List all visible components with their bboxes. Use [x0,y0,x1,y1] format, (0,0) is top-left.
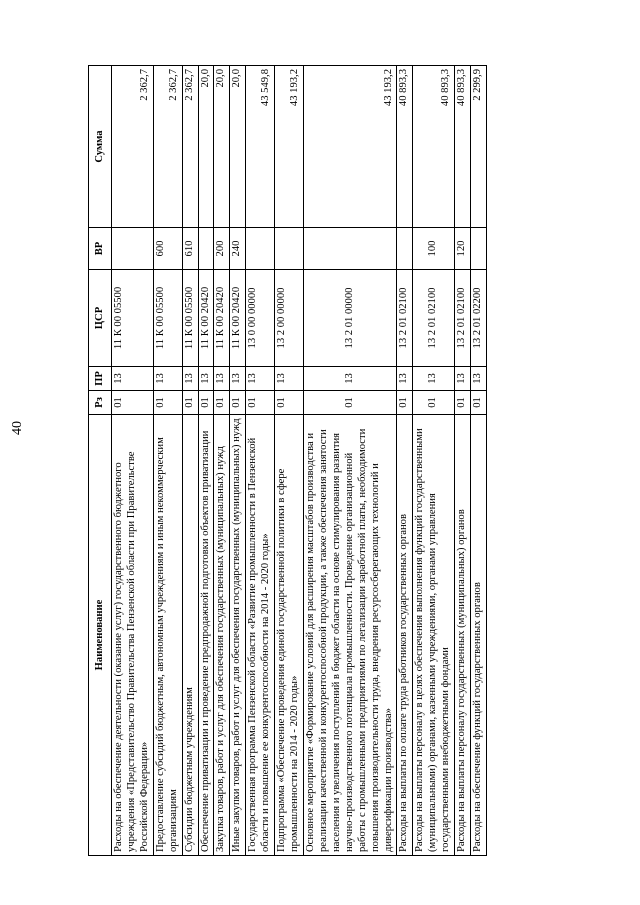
row-vr [471,228,487,270]
row-rz: 01 [246,391,275,415]
row-name: Расходы на выплаты персоналу государственных (муниципальных) органов [455,415,471,856]
row-pr: 13 [230,367,246,391]
row-rz: 01 [230,391,246,415]
table-row [246,66,275,856]
table-row [397,66,413,856]
row-sum: 20,0 [214,66,230,228]
row-name: Основное мероприятие «Формирование условий для расширения масштабов производства и реализации качественной и конкурентоспособной продукции, а также обеспечения занятости населения и увеличения поступлений в бюджет области на основе стимулирования развития научно-производственного потенциала промышленности. Проведение организационной работы с промышленными предприятиями по легализации заработной платы, необходимости повышения производительности труда, внедрения ресурсосберегающих технологий и диверсификации производства» [303,415,396,856]
row-name: Расходы на обеспечение функций государственных органов [471,415,487,856]
table-row [198,66,214,856]
table-row [275,66,304,856]
header-vr: ВР [89,228,112,270]
row-pr: 13 [303,367,396,391]
budget-table-container [88,66,546,856]
row-name: Расходы на обеспечение деятельности (оказание услуг) государственного бюджетного учреждения «Представительство Правительства Пензенской области при Правительстве Российской Федерации» [112,415,154,856]
row-vr [397,228,413,270]
header-name: Наименование [89,415,112,856]
row-name: Расходы на выплаты по оплате труда работников государственных органов [397,415,413,856]
row-pr: 13 [455,367,471,391]
header-csr: ЦСР [89,270,112,367]
row-pr: 13 [112,367,154,391]
table-row [471,66,487,856]
row-vr: 200 [214,228,230,270]
row-sum: 2 362,7 [182,66,198,228]
row-csr: 13 2 01 02200 [471,270,487,367]
row-rz: 01 [397,391,413,415]
row-pr: 13 [198,367,214,391]
table-row [214,66,230,856]
table-row [303,66,396,856]
row-name: Предоставление субсидий бюджетным, автономным учреждениям и иным некоммерческим организациям [153,415,182,856]
row-pr: 13 [471,367,487,391]
header-pr: ПР [89,367,112,391]
row-csr: 11 К 00 20420 [230,270,246,367]
row-vr: 120 [455,228,471,270]
row-rz: 01 [153,391,182,415]
row-sum: 43 549,8 [246,66,275,228]
page-number: 40 [10,421,25,435]
row-sum: 2 299,9 [471,66,487,228]
row-pr: 13 [413,367,455,391]
row-sum: 2 362,7 [112,66,154,228]
row-vr [275,228,304,270]
header-rz: Рз [89,391,112,415]
row-vr: 600 [153,228,182,270]
table-header-row [89,66,112,856]
row-rz: 01 [275,391,304,415]
row-rz: 01 [303,391,396,415]
row-sum: 40 893,3 [397,66,413,228]
row-csr: 11 К 00 20420 [214,270,230,367]
table-row [153,66,182,856]
row-pr: 13 [214,367,230,391]
row-sum: 43 193,2 [275,66,304,228]
row-vr: 610 [182,228,198,270]
row-pr: 13 [153,367,182,391]
row-sum: 20,0 [230,66,246,228]
row-vr [303,228,396,270]
header-sum: Сумма [89,66,112,228]
row-csr: 11 К 00 05500 [153,270,182,367]
row-csr: 13 2 01 02100 [413,270,455,367]
row-sum: 20,0 [198,66,214,228]
row-sum: 43 193,2 [303,66,396,228]
row-rz: 01 [198,391,214,415]
row-csr: 13 0 00 00000 [246,270,275,367]
row-name: Расходы на выплаты персоналу в целях обеспечения выполнения функций государственными (муниципальными) органами, казенными учреждениями, органами управления государственными внебюджетными фондами [413,415,455,856]
row-name: Закупка товаров, работ и услуг для обеспечения государственных (муниципальных) нужд [214,415,230,856]
row-csr: 11 К 00 05500 [112,270,154,367]
row-vr [112,228,154,270]
row-sum: 2 362,7 [153,66,182,228]
row-csr: 13 2 01 02100 [455,270,471,367]
row-pr: 13 [275,367,304,391]
row-sum: 40 893,3 [455,66,471,228]
row-rz: 01 [413,391,455,415]
row-name: Государственная программа Пензенской области «Развитие промышленности в Пензенской области и повышение ее конкурентоспособности на 2014 - 2020 годы» [246,415,275,856]
row-rz: 01 [471,391,487,415]
row-csr: 11 К 00 20420 [198,270,214,367]
row-rz: 01 [112,391,154,415]
row-pr: 13 [246,367,275,391]
table-row [230,66,246,856]
row-rz: 01 [182,391,198,415]
row-csr: 13 2 01 02100 [397,270,413,367]
row-csr: 13 2 01 00000 [303,270,396,367]
table-row [455,66,471,856]
row-rz: 01 [214,391,230,415]
table-row [112,66,154,856]
table-row [413,66,455,856]
row-name: Обеспечение приватизации и проведение предпродажной подготовки объектов приватизации [198,415,214,856]
row-vr: 100 [413,228,455,270]
row-rz: 01 [455,391,471,415]
row-vr: 240 [230,228,246,270]
row-name: Подпрограмма «Обеспечение проведения единой государственной политики в сфере промышленности на 2014 - 2020 годы» [275,415,304,856]
row-csr: 11 К 00 05500 [182,270,198,367]
row-vr [198,228,214,270]
budget-table [88,65,487,856]
row-pr: 13 [397,367,413,391]
table-row [182,66,198,856]
row-name: Иные закупки товаров, работ и услуг для обеспечения государственных (муниципальных) нужд [230,415,246,856]
row-vr [246,228,275,270]
row-pr: 13 [182,367,198,391]
row-sum: 40 893,3 [413,66,455,228]
row-name: Субсидии бюджетным учреждениям [182,415,198,856]
row-csr: 13 2 00 00000 [275,270,304,367]
